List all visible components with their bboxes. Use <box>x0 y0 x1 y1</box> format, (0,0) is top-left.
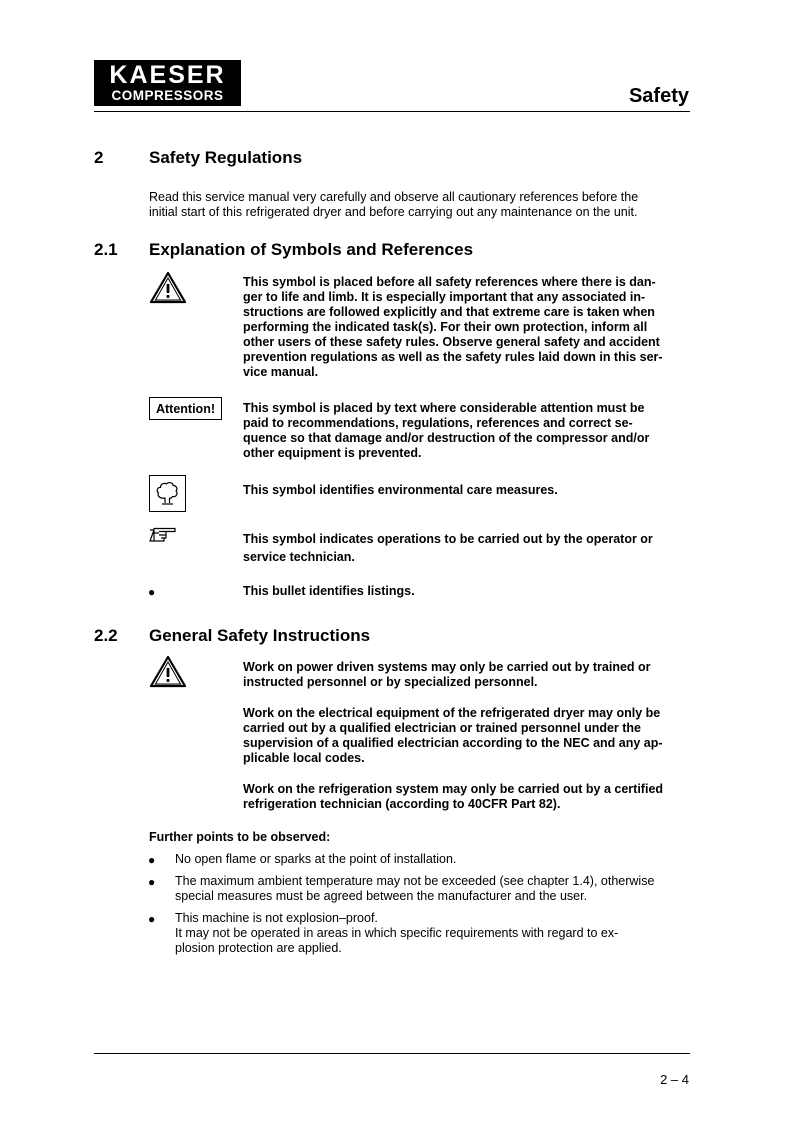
text-line: plosion protection are applied. <box>175 941 342 955</box>
section-2-1-number: 2.1 <box>94 240 118 259</box>
text-line: quence so that damage and/or destruction of the compressor and/or <box>243 431 650 445</box>
bullet-symbol-description: This bullet identifies listings. <box>243 584 415 598</box>
warning-symbol-description <box>243 275 663 380</box>
text-line: Work on the refrigeration system may only be carried out by a certified <box>243 782 664 796</box>
environment-symbol-description: This symbol identifies environmental care measures. <box>243 483 558 497</box>
bullet-symbol: ● <box>148 585 156 599</box>
section-2-1-title: Explanation of Symbols and References <box>149 240 474 259</box>
text-line: service technician. <box>243 550 355 564</box>
header-divider <box>94 111 690 112</box>
intro-line: initial start of this refrigerated dryer and before carrying out any maintenance on the unit. <box>149 205 638 219</box>
general-safety-para-3 <box>243 782 663 812</box>
attention-symbol-description <box>243 401 649 461</box>
text-line: carried out by a qualified electrician or trained personnel under the <box>243 721 642 735</box>
text-line: performing the indicated task(s). For their own protection, inform all <box>243 320 648 334</box>
general-safety-para-1 <box>243 660 651 690</box>
warning-triangle-icon <box>149 271 187 304</box>
list-bullet: ● <box>148 912 156 926</box>
list-item <box>175 852 456 867</box>
page-number: 2 – 4 <box>660 1072 689 1087</box>
text-line: Work on the electrical equipment of the refrigerated dryer may only be <box>243 706 661 720</box>
section-2-2-number: 2.2 <box>94 626 118 645</box>
operator-symbol-description <box>243 530 653 566</box>
warning-triangle-icon <box>149 655 187 688</box>
text-line: other users of these safety rules. Observe general safety and accident <box>243 335 660 349</box>
text-line: No open flame or sparks at the point of installation. <box>175 852 457 866</box>
kaeser-logo <box>94 60 241 106</box>
logo-main-text: KAESER <box>109 61 226 89</box>
logo-sub-text: COMPRESSORS <box>111 88 224 103</box>
text-line: special measures must be agreed between the manufacturer and the user. <box>175 889 588 903</box>
text-line: supervision of a qualified electrician according to the NEC and any ap- <box>243 736 663 750</box>
section-2-number: 2 <box>94 148 104 167</box>
general-safety-para-2 <box>243 706 663 766</box>
text-line: ger to life and limb. It is especially important that any associated in- <box>243 290 646 304</box>
text-line: structions are followed explicitly and that extreme care is taken when <box>243 305 655 319</box>
list-bullet: ● <box>148 853 156 867</box>
list-item <box>175 911 618 956</box>
further-points-heading: Further points to be observed: <box>149 830 331 844</box>
header-section-title: Safety <box>628 85 689 107</box>
text-line: refrigeration technician (according to 40CFR Part 82). <box>243 797 561 811</box>
text-line: This machine is not explosion–proof. <box>175 911 378 925</box>
attention-label-box: Attention! <box>149 397 222 420</box>
footer-divider <box>94 1053 690 1054</box>
text-line: Work on power driven systems may only be carried out by trained or <box>243 660 651 674</box>
list-bullet: ● <box>148 875 156 889</box>
text-line: paid to recommendations, regulations, references and correct se- <box>243 416 633 430</box>
list-item <box>175 874 654 904</box>
text-line: This symbol is placed by text where considerable attention must be <box>243 401 645 415</box>
text-line: vice manual. <box>243 365 319 379</box>
text-line: The maximum ambient temperature may not be exceeded (see chapter 1.4), otherwise <box>175 874 655 888</box>
section-2-intro <box>149 190 638 220</box>
section-2-title: Safety Regulations <box>149 148 303 167</box>
section-2-2-title: General Safety Instructions <box>149 626 371 645</box>
tree-icon <box>150 476 185 511</box>
text-line: It may not be operated in areas in which specific requirements with regard to ex- <box>175 926 619 940</box>
environment-symbol-box <box>149 475 186 512</box>
text-line: This symbol indicates operations to be carried out by the operator or <box>243 532 653 546</box>
text-line: prevention regulations as well as the safety rules laid down in this ser- <box>243 350 663 364</box>
intro-line: Read this service manual very carefully and observe all cautionary references before the <box>149 190 639 204</box>
text-line: instructed personnel or by specialized personnel. <box>243 675 538 689</box>
text-line: other equipment is prevented. <box>243 446 422 460</box>
text-line: This symbol is placed before all safety references where there is dan- <box>243 275 656 289</box>
text-line: plicable local codes. <box>243 751 365 765</box>
pointing-hand-icon <box>149 527 177 543</box>
